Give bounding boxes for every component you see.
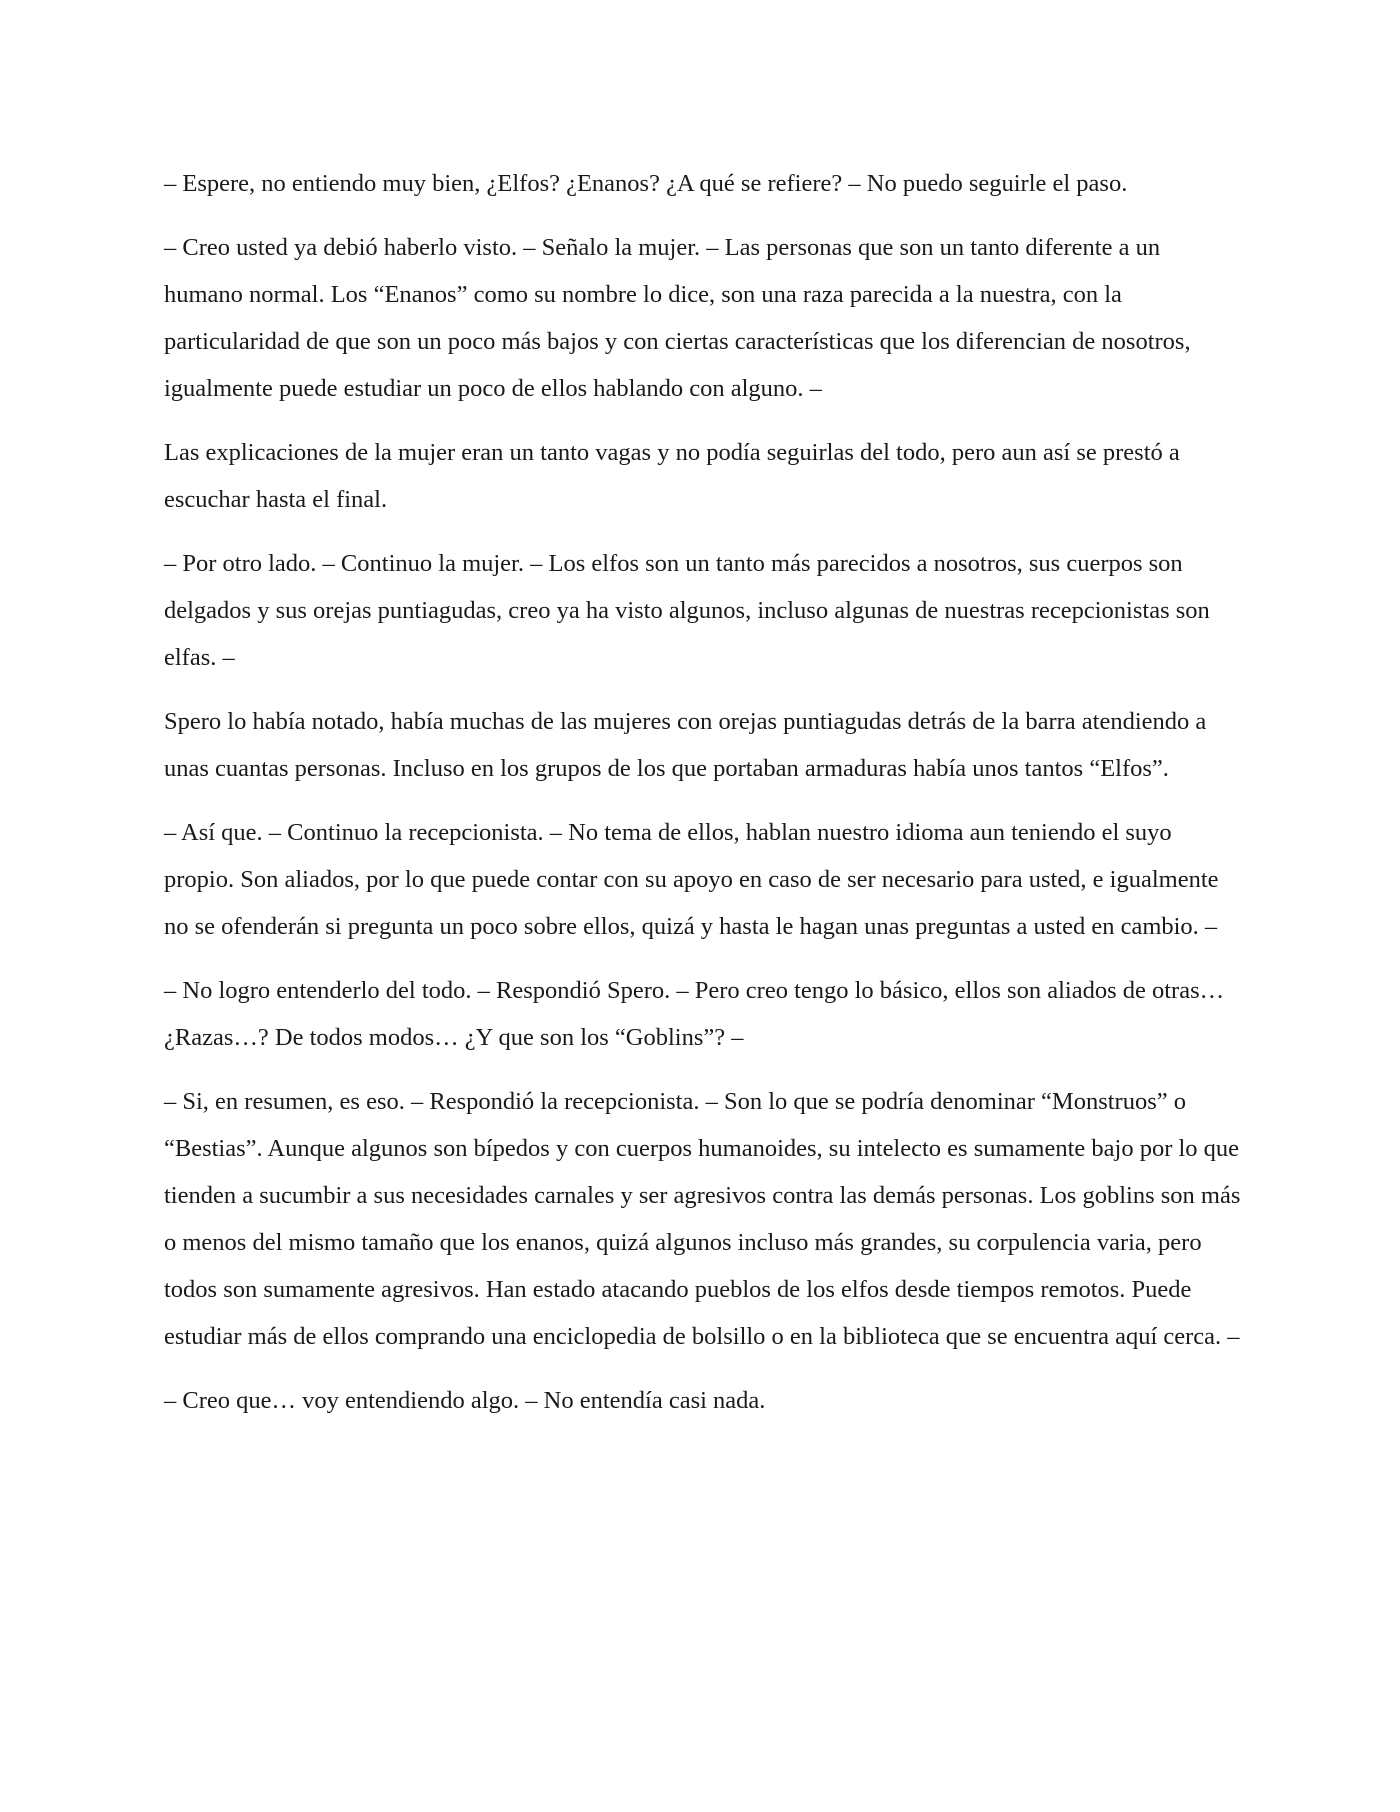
document-text-body: [164, 160, 1244, 1441]
paragraph: Spero lo había notado, había muchas de las mujeres con orejas puntiagudas detrás de la barra atendiendo a unas cuantas personas. Incluso en los grupos de los que portaban armaduras había unos tantos “Elfos”.: [164, 708, 1207, 782]
paragraph: Las explicaciones de la mujer eran un tanto vagas y no podía seguirlas del todo, pero aun así se prestó a escuchar hasta el final.: [164, 439, 1180, 513]
paragraph: – Creo que… voy entendiendo algo. – No entendía casi nada.: [164, 1387, 766, 1414]
paragraph: – Espere, no entiendo muy bien, ¿Elfos? ¿Enanos? ¿A qué se refiere? – No puedo seguirle el paso.: [164, 170, 1128, 197]
paragraph: – Creo usted ya debió haberlo visto. – Señalo la mujer. – Las personas que son un tanto diferente a un humano normal. Los “Enanos” como su nombre lo dice, son una raza parecida a la nuestra, con la particularidad de que son un poco más bajos y con ciertas características que los diferencian de nosotros, igualmente puede estudiar un poco de ellos hablando con alguno. –: [164, 234, 1191, 402]
paragraph: – Si, en resumen, es eso. – Respondió la recepcionista. – Son lo que se podría denominar “Monstruos” o “Bestias”. Aunque algunos son bípedos y con cuerpos humanoides, su intelecto es sumamente bajo por lo que tienden a sucumbir a sus necesidades carnales y ser agresivos contra las demás personas. Los goblins son más o menos del mismo tamaño que los enanos, quizá algunos incluso más grandes, su corpulencia varia, pero todos son sumamente agresivos. Han estado atacando pueblos de los elfos desde tiempos remotos. Puede estudiar más de ellos comprando una enciclopedia de bolsillo o en la biblioteca que se encuentra aquí cerca. –: [164, 1088, 1241, 1350]
paragraph: – Así que. – Continuo la recepcionista. – No tema de ellos, hablan nuestro idioma aun teniendo el suyo propio. Son aliados, por lo que puede contar con su apoyo en caso de ser necesario para usted, e igualmente no se ofenderán si pregunta un poco sobre ellos, quizá y hasta le hagan unas preguntas a usted en cambio. –: [164, 819, 1219, 940]
paragraph: – Por otro lado. – Continuo la mujer. – Los elfos son un tanto más parecidos a nosotros, sus cuerpos son delgados y sus orejas puntiagudas, creo ya ha visto algunos, incluso algunas de nuestras recepcionistas son elfas. –: [164, 550, 1210, 671]
paragraph: – No logro entenderlo del todo. – Respondió Spero. – Pero creo tengo lo básico, ellos son aliados de otras… ¿Razas…? De todos modos… ¿Y que son los “Goblins”? –: [164, 977, 1225, 1051]
